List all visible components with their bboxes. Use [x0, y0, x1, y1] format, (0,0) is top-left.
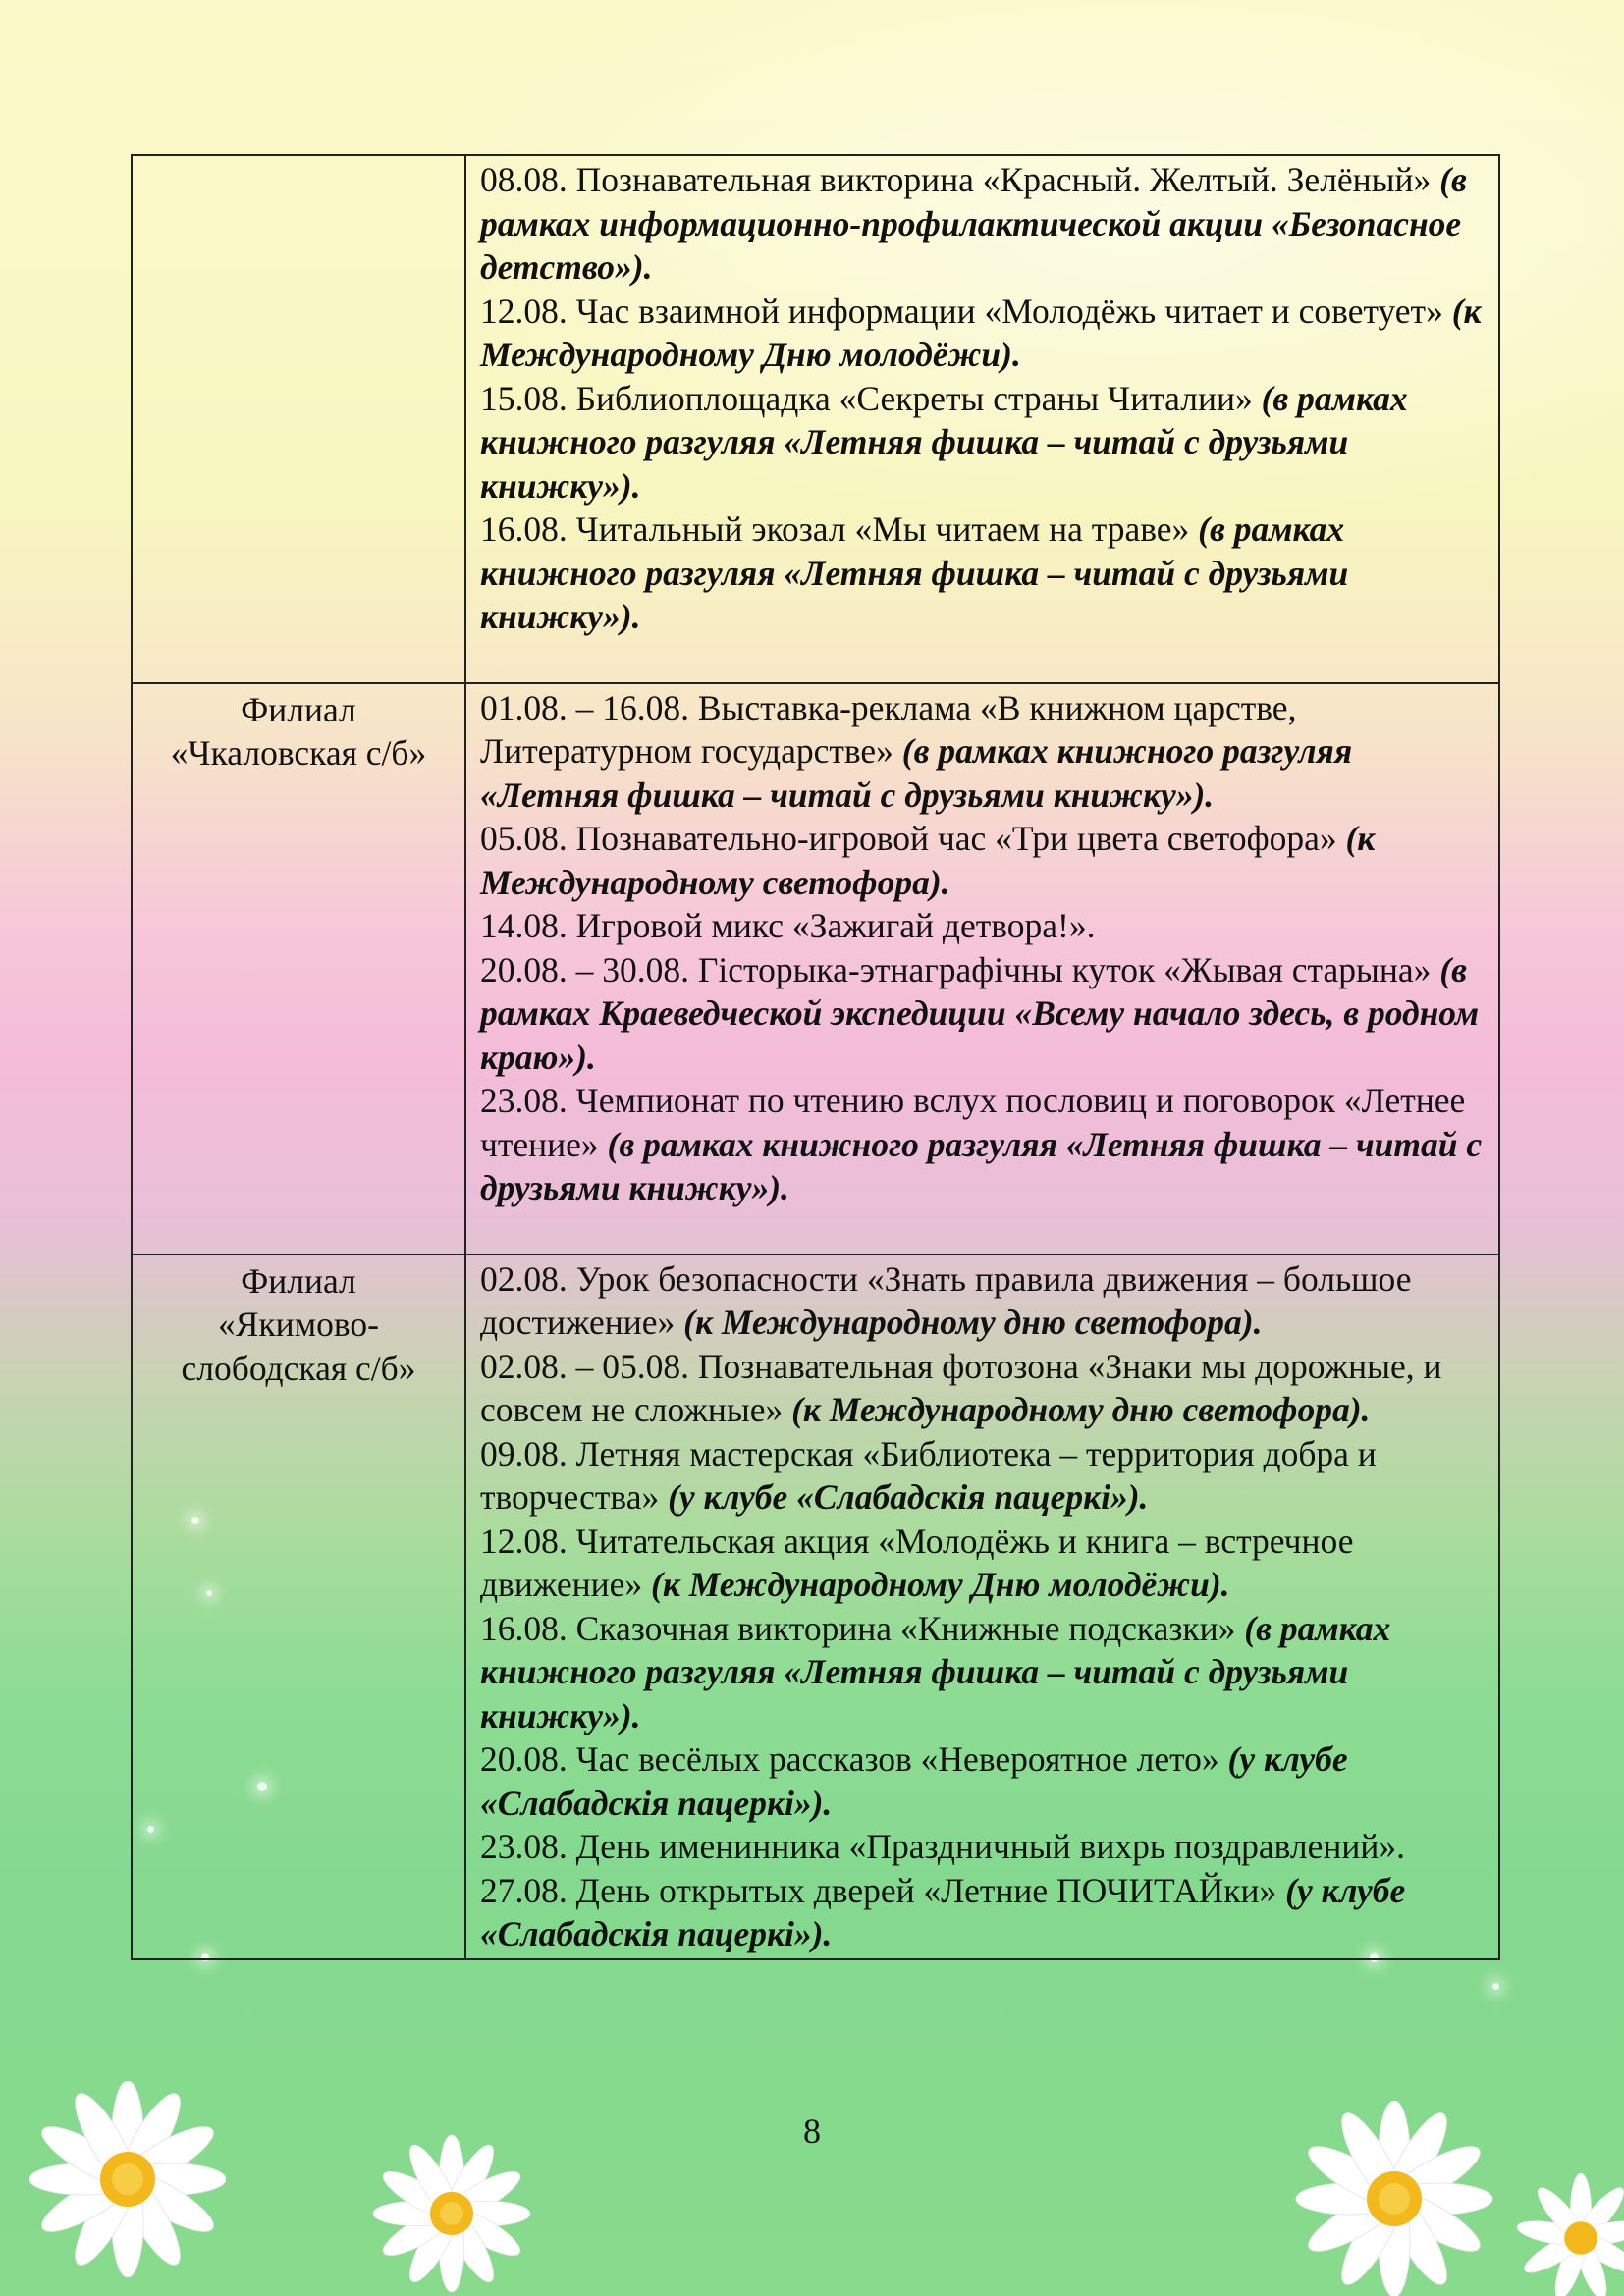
event-text: 15.08. Библиоплощадка «Секреты страны Читалии» [480, 378, 1262, 418]
event-text: 05.08. Познавательно-игровой час «Три цвета светофора» [480, 819, 1346, 858]
daisy-flower-icon [353, 2120, 550, 2296]
event-entry [480, 507, 1487, 639]
event-note: (у клубе «Слабадскія пацеркі»). [668, 1477, 1149, 1517]
event-entry [480, 158, 1487, 290]
event-note: (в рамках Краеведческой экспедиции «Всему начало здесь, в родном краю»). [480, 949, 1480, 1077]
branch-name-line: «Якимово- [218, 1305, 379, 1344]
daisy-flower-icon [1502, 2160, 1624, 2296]
event-note: (в рамках книжного разгуляя «Летняя фишка – читай с друзьями книжку»). [480, 509, 1349, 636]
branch-cell [132, 155, 465, 683]
event-note: (к Международному Дню молодёжи). [651, 1565, 1230, 1604]
branch-name-line: Филиал [241, 689, 356, 729]
daisy-flower-icon [29, 2081, 226, 2277]
daisy-flower-icon [1286, 2101, 1502, 2296]
event-text: 16.08. Сказочная викторина «Книжные подсказки» [480, 1608, 1245, 1648]
branch-cell [132, 683, 465, 1255]
event-text: 20.08. – 30.08. Гісторыка-этнаграфічны куток «Жывая старына» [480, 949, 1440, 989]
event-text: 09.08. Летняя мастерская «Библиотека – территория добра и творчества» [480, 1433, 1377, 1517]
event-entry [480, 377, 1487, 508]
sparkle-decoration [1492, 1983, 1499, 1990]
event-note: (к Международному дню светофора). [791, 1390, 1371, 1429]
event-text: 23.08. День именинника «Праздничный вихрь поздравлений». [480, 1827, 1405, 1866]
event-entry [480, 1520, 1487, 1607]
event-entry [480, 948, 1487, 1080]
event-note: (в рамках книжного разгуляя «Летняя фишка – читай с друзьями книжку»). [480, 1608, 1391, 1735]
event-entry [480, 817, 1487, 904]
branch-name-line: Филиал [241, 1260, 356, 1301]
event-text: 08.08. Познавательная викторина «Красный. Желтый. Зелёный» [480, 160, 1440, 199]
event-text: 12.08. Читательская акция «Молодёжь и книга – встречное движение» [480, 1521, 1354, 1604]
event-text: 20.08. Час весёлых рассказов «Невероятное лето» [480, 1739, 1228, 1779]
event-entry [480, 1079, 1487, 1210]
branch-name-line: «Чкаловская с/б» [170, 733, 427, 773]
branch-name-line: слободская с/б» [181, 1348, 416, 1388]
event-note: (в рамках информационно-профилактической акции «Безопасное детство»). [480, 160, 1467, 287]
event-entry [480, 1257, 1487, 1345]
event-note: (в рамках книжного разгуляя «Летняя фишка – читай с друзьями книжку»). [480, 1124, 1483, 1207]
event-text: 27.08. День открытых дверей «Летние ПОЧИТАЙки» [480, 1870, 1286, 1910]
event-entry [480, 1345, 1487, 1432]
event-text: 12.08. Час взаимной информации «Молодёжь читает и советует» [480, 291, 1452, 331]
event-text: 02.08. – 05.08. Познавательная фотозона «Знаки мы дорожные, и совсем не сложные» [480, 1346, 1442, 1429]
event-note: (в рамках книжного разгуляя «Летняя фишка – читай с друзьями книжку»). [480, 378, 1408, 506]
branch-cell [132, 1255, 465, 1959]
table-row [132, 1255, 1499, 1959]
event-entry [480, 1825, 1487, 1869]
event-note: (к Международному Дню молодёжи). [480, 291, 1482, 374]
events-cell [465, 683, 1499, 1255]
event-note: (к Международному дню светофора). [683, 1303, 1263, 1342]
event-entry [480, 290, 1487, 377]
event-note: (в рамках книжного разгуляя «Летняя фишка – читай с друзьями книжку»). [480, 731, 1353, 815]
table-row [132, 155, 1499, 683]
event-entry [480, 686, 1487, 818]
event-entry [480, 1737, 1487, 1825]
page-number: 8 [803, 2111, 821, 2151]
events-schedule-table [131, 154, 1500, 1960]
event-entry [480, 904, 1487, 948]
event-note: (у клубе «Слабадскія пацеркі»). [480, 1870, 1406, 1953]
event-text: 02.08. Урок безопасности «Знать правила движения – большое достижение» [480, 1258, 1412, 1342]
table-row [132, 683, 1499, 1255]
event-text: 01.08. – 16.08. Выставка-реклама «В книжном царстве, Литературном государстве» [480, 687, 1297, 771]
event-entry [480, 1432, 1487, 1520]
event-entry [480, 1869, 1487, 1956]
event-note: (у клубе «Слабадскія пацеркі»). [480, 1739, 1348, 1823]
event-text: 16.08. Читальный экозал «Мы читаем на траве» [480, 509, 1199, 549]
event-entry [480, 1607, 1487, 1738]
events-cell [465, 1255, 1499, 1959]
event-text: 14.08. Игровой микс «Зажигай детвора!». [480, 906, 1096, 945]
event-text: 23.08. Чемпионат по чтению вслух пословиц и поговорок «Летнее чтение» [480, 1081, 1466, 1164]
events-cell [465, 155, 1499, 683]
event-note: (к Международному светофора). [480, 819, 1376, 902]
